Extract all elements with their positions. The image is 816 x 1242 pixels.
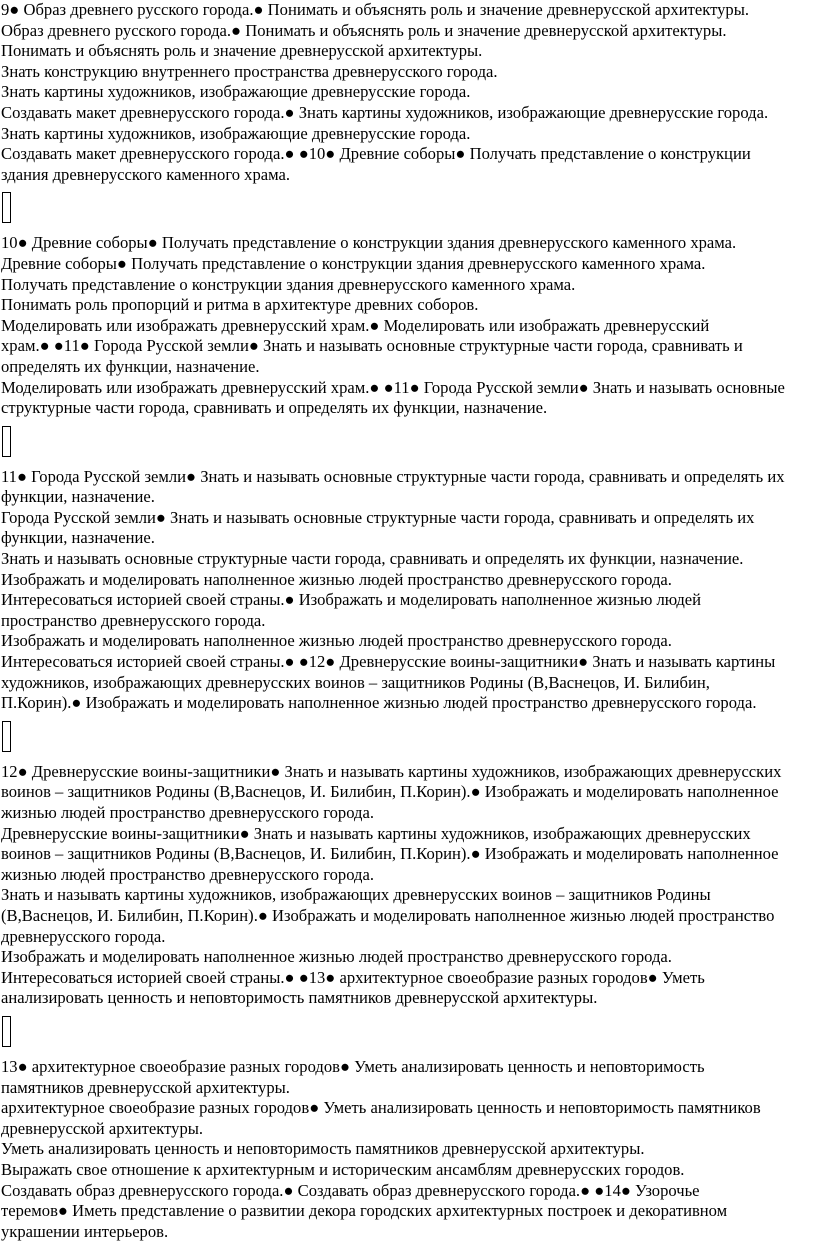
section-12: [1, 762, 815, 1009]
text-line: Изображать и моделировать наполненное жизнью людей пространство древнерусского города.: [1, 947, 672, 967]
text-line: Интересоваться историей своей страны.● ●12● Древнерусские воины-защитники● Знать и называть картины: [1, 652, 776, 672]
text-line: функции, назначение.: [1, 528, 155, 548]
text-line: Уметь анализировать ценность и неповторимость памятников древнерусской архитектуры.: [1, 1139, 645, 1159]
text-line: Знать и называть картины художников, изображающих древнерусских воинов – защитников Родины: [1, 885, 711, 905]
text-line: Знать и называть основные структурные части города, сравнивать и определять их функции, назначение.: [1, 549, 744, 569]
text-line: Древние соборы● Получать представление о конструкции здания древнерусского каменного храма.: [1, 253, 706, 273]
text-line: Знать картины художников, изображающие древнерусские города.: [1, 82, 471, 102]
text-line: Знать картины художников, изображающие древнерусские города.: [1, 123, 471, 143]
text-line: (В,Васнецов, И. Билибин, П.Корин).● Изображать и моделировать наполненное жизнью людей пространство: [1, 905, 775, 925]
text-line: воинов – защитников Родины (В,Васнецов, И. Билибин, П.Корин).● Изображать и моделировать наполненное: [1, 782, 779, 802]
text-line: Интересоваться историей своей страны.● Изображать и моделировать наполненное жизнью людей: [1, 590, 702, 610]
text-line: художников, изображающих древнерусских воинов – защитников Родины (В,Васнецов, И. Билибин,: [1, 672, 710, 692]
empty-checkbox-placeholder: [2, 192, 11, 223]
text-line: пространство древнерусского города.: [1, 610, 266, 630]
section-10: [1, 233, 815, 418]
section-11: [1, 467, 815, 714]
text-line: Изображать и моделировать наполненное жизнью людей пространство древнерусского города.: [1, 631, 672, 651]
section-separator: [1, 1009, 815, 1057]
text-line: памятников древнерусской архитектуры.: [1, 1077, 290, 1097]
text-line: древнерусской архитектуры.: [1, 1118, 204, 1138]
text-line: Получать представление о конструкции здания древнерусского каменного храма.: [1, 274, 576, 294]
document-body: [1, 0, 815, 1242]
text-line: Моделировать или изображать древнерусский храм.● ●11● Города Русской земли● Знать и называть основные: [1, 377, 785, 397]
text-line: Выражать свое отношение к архитектурным и историческим ансамблям древнерусских городов.: [1, 1159, 685, 1179]
text-line: Создавать макет древнерусского города.● Знать картины художников, изображающие древнерусские города.: [1, 102, 769, 122]
text-line: Моделировать или изображать древнерусский храм.● Моделировать или изображать древнерусский: [1, 315, 710, 335]
empty-checkbox-placeholder: [2, 1016, 11, 1047]
text-line: 9● Образ древнего русского города.● Понимать и объяснять роль и значение древнерусской архитектуры.: [1, 0, 749, 19]
text-line: Образ древнего русского города.● Понимать и объяснять роль и значение древнерусской архитектуры.: [1, 20, 727, 40]
text-line: Создавать образ древнерусского города.● Создавать образ древнерусского города.● ●14● Узорочье: [1, 1180, 700, 1200]
text-line: Интересоваться историей своей страны.● ●13● архитектурное своеобразие разных городов● Уметь: [1, 967, 705, 987]
text-line: жизнью людей пространство древнерусского города.: [1, 803, 375, 822]
text-line: 13● архитектурное своеобразие разных городов● Уметь анализировать ценность и неповторимость: [1, 1056, 705, 1076]
text-line: Понимать и объяснять роль и значение древнерусской архитектуры.: [1, 41, 483, 61]
section-separator: [1, 185, 815, 233]
text-line: жизнью людей пространство древнерусского города.: [1, 864, 375, 884]
text-line: П.Корин).● Изображать и моделировать наполненное жизнью людей пространство древнерусского города.: [1, 693, 757, 713]
empty-checkbox-placeholder: [2, 721, 11, 752]
text-line: воинов – защитников Родины (В,Васнецов, И. Билибин, П.Корин).● Изображать и моделировать наполненное: [1, 844, 779, 864]
text-line: украшении интерьеров.: [1, 1221, 169, 1241]
text-line: Изображать и моделировать наполненное жизнью людей пространство древнерусского города.: [1, 569, 672, 589]
text-line: Создавать макет древнерусского города.● ●10● Древние соборы● Получать представление о конструкции: [1, 144, 751, 164]
text-line: теремов● Иметь представление о развитии декора городских архитектурных построек и декоративном: [1, 1201, 728, 1221]
text-line: структурные части города, сравнивать и определять их функции, назначение.: [1, 398, 548, 418]
empty-checkbox-placeholder: [2, 426, 11, 457]
text-line: анализировать ценность и неповторимость памятников древнерусской архитектуры.: [1, 988, 598, 1008]
text-line: 10● Древние соборы● Получать представление о конструкции здания древнерусского каменного храма.: [1, 233, 737, 253]
section-13: [1, 1057, 815, 1242]
section-separator: [1, 714, 815, 762]
text-line: определять их функции, назначение.: [1, 356, 260, 376]
text-line: Древнерусские воины-защитники● Знать и называть картины художников, изображающих древнерусских: [1, 823, 751, 843]
text-line: здания древнерусского каменного храма.: [1, 164, 291, 184]
text-line: архитектурное своеобразие разных городов● Уметь анализировать ценность и неповторимость памятников: [1, 1098, 761, 1118]
section-9: [1, 0, 815, 185]
text-line: Города Русской земли● Знать и называть основные структурные части города, сравнивать и определять их: [1, 507, 755, 527]
text-line: 11● Города Русской земли● Знать и называть основные структурные части города, сравнивать и определять их: [1, 466, 785, 486]
section-separator: [1, 419, 815, 467]
text-line: древнерусского города.: [1, 926, 166, 946]
text-line: 12● Древнерусские воины-защитники● Знать и называть картины художников, изображающих древнерусских: [1, 761, 782, 781]
text-line: Понимать роль пропорций и ритма в архитектуре древних соборов.: [1, 295, 479, 315]
text-line: Знать конструкцию внутреннего пространства древнерусского города.: [1, 61, 498, 81]
text-line: функции, назначение.: [1, 487, 155, 507]
text-line: храм.● ●11● Города Русской земли● Знать и называть основные структурные части города, сравнивать и: [1, 336, 743, 356]
